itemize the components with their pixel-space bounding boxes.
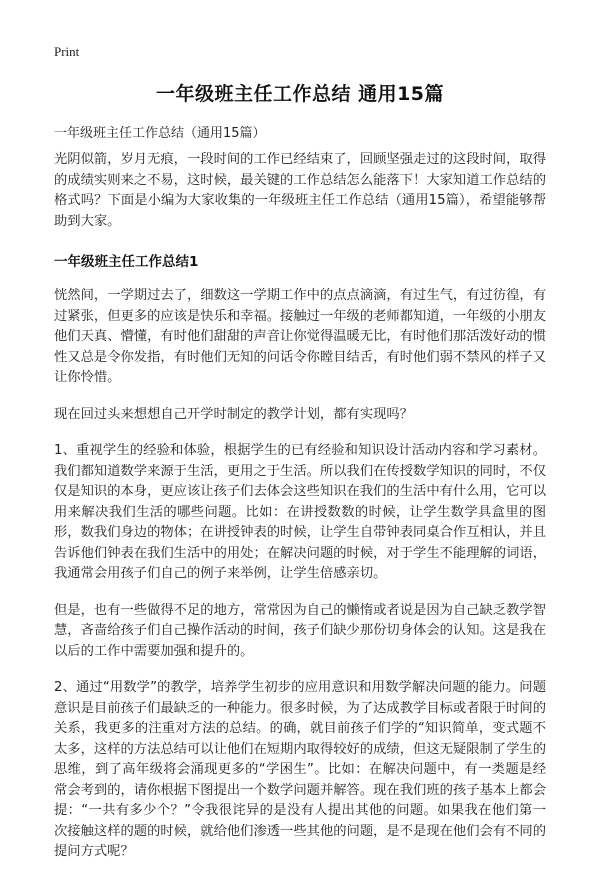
body-paragraph: 现在回过头来想想自己开学时制定的教学计划，都有实现吗？: [54, 406, 414, 422]
document-subtitle: 一年级班主任工作总结（通用15篇）: [54, 126, 266, 141]
document-body: [54, 150, 546, 879]
body-paragraph: 2、通过“用数学”的教学，培养学生初步的应用意识和用数学解决问题的能力。问题意识是目前孩子们最缺乏的一种能力。很多时候，为了达成教学目标或者限于时间的关系，我更多的注重对方法的总结。的确，就目前孩子们学的“知识简单，变式题不太多，这样的方法总结可以让他们在短期内取得较好的成绩，但这无疑限制了学生的思维，到了高年级将会涌现更多的“学困生”。比如：在解决问题中，有一类题是经常会考到的，请你根据下图提出一个数学问题并解答。现在我们班的孩子基本上都会提：“一共有多少个？”令我很诧异的是没有人提出其他的问题。如果我在他们第一次接触这样的题的时候，就给他们渗透一些其他的问题，是不是现在他们会有不同的提问方式呢？: [54, 680, 546, 859]
body-paragraph: 1、重视学生的经验和体验，根据学生的已有经验和知识设计活动内容和学习素材。我们都知道数学来源于生活，更用之于生活。所以我们在传授数学知识的同时，不仅仅是知识的本身，更应该让孩子们去体会这些知识在我们的生活中有什么用，它可以用来解决我们生活的哪些问题。比如：在讲授数数的时候，让学生数学具盒里的图形，数我们身边的物体；在讲授钟表的时候，让学生自带钟表同桌合作互相认，并且告诉他们钟表在我们生活中的用处；在解决问题的时候，对于学生不能理解的词语，我通常会用孩子们自己的例子来举例，让学生倍感亲切。: [54, 443, 546, 581]
print-link[interactable]: Print: [54, 44, 80, 59]
page-title: 一年级班主任工作总结 通用15篇: [155, 83, 445, 105]
body-paragraph: 恍然间，一学期过去了，细数这一学期工作中的点点滴滴，有过生气，有过彷徨，有过紧张，但更多的应该是快乐和幸福。接触过一年级的老师都知道，一年级的小朋友他们天真、懵懂，有时他们甜甜的声音让你觉得温暖无比，有时他们那活泼好动的惯性又总是令你发指，有时他们无知的问话令你瞠目结舌，有时他们弱不禁风的样子又让你怜惜。: [54, 288, 546, 385]
intro-paragraph: 光阴似箭，岁月无痕，一段时间的工作已经结束了，回顾坚强走过的这段时间，取得的成绩实则来之不易，这时候，最关键的工作总结怎么能落下！大家知道工作总结的格式吗？下面是小编为大家收集的一年级班主任工作总结（通用15篇），希望能够帮助到大家。: [54, 152, 546, 229]
body-paragraph: 但是，也有一些做得不足的地方，常常因为自己的懒惰或者说是因为自己缺乏教学智慧，吝啬给孩子们自己操作活动的时间，孩子们缺少那份切身体会的认知。这是我在以后的工作中需要加强和提升的。: [54, 602, 546, 659]
section-heading: 一年级班主任工作总结1: [54, 254, 199, 270]
